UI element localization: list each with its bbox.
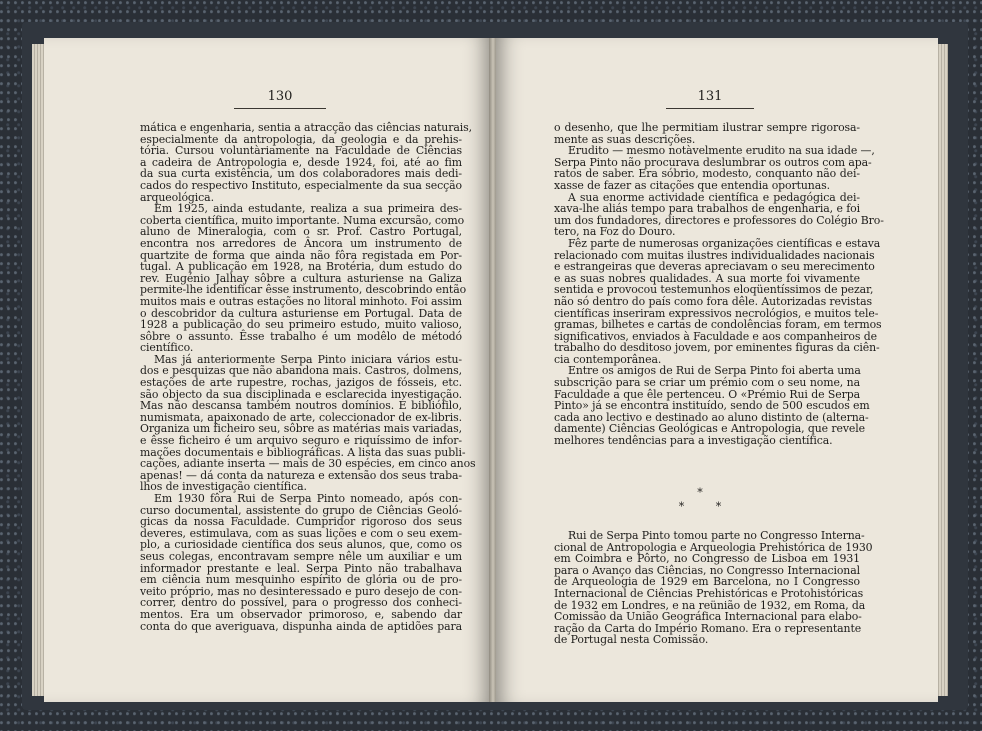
text-line: mações documentais e bibliográficas. A lista das suas publi-	[140, 445, 466, 459]
text-line: relacionado com muitas ilustres individualidades nacionais	[554, 248, 875, 262]
text-line: coberta científica, muito importante. Numa excursão, como	[140, 213, 465, 227]
text-line: rev. Eugénio Jalhay sôbre a cultura asturiense na Galiza	[140, 271, 462, 285]
text-line: e estrangeiras que deveras apreciavam o seu merecimento	[554, 260, 875, 274]
text-line: cada ano lectivo e destinado ao aluno distinto de (alterna-	[554, 410, 869, 424]
header-rule-right	[666, 108, 754, 109]
page-number-left: 130	[267, 89, 293, 104]
text-line: deveres, estimulava, com as suas lições e com o seu exem-	[140, 526, 462, 540]
right-page	[496, 38, 938, 702]
left-page-text	[140, 121, 476, 633]
text-line: quartzite de forma que ainda não fôra registada em Por-	[140, 248, 462, 262]
page-edges-left	[32, 44, 44, 696]
text-line: mente as suas descrições.	[554, 132, 696, 146]
text-line: curso documental, assistente do grupo de Ciências Geoló-	[140, 503, 462, 517]
text-line: conta do que averiguava, dispunha ainda de aptidões para	[140, 619, 462, 633]
text-line: plo, a curiosidade científica dos seus alunos, que, como os	[140, 538, 462, 552]
text-line: muitos mais e outras estações no litoral minhoto. Foi assim	[140, 294, 462, 308]
text-line: estações de arte rupestre, rochas, jazigos de fósseis, etc.	[140, 376, 462, 390]
text-line: Mas já anteriormente Serpa Pinto iniciara vários estu-	[154, 352, 462, 366]
text-line: informador prestante e leal. Serpa Pinto não trabalhava	[140, 561, 462, 575]
text-line: correr, dentro do possível, para o progresso dos conheci-	[140, 596, 462, 610]
text-line: arqueológica.	[140, 190, 214, 204]
text-line: melhores tendências para a investigação científica.	[554, 434, 833, 448]
text-line: de Arqueologia de 1929 em Barcelona, no I Congresso	[554, 575, 860, 589]
text-line: dos e pesquizas que não abandona mais. Castros, dolmens,	[140, 364, 462, 378]
text-line: trabalho do desditoso jovem, por eminentes figuras da ciên-	[554, 341, 880, 355]
text-line: Faculdade a que êle pertenceu. O «Prémio Rui de Serpa	[554, 387, 860, 401]
text-line: Em 1925, ainda estudante, realiza a sua primeira des-	[154, 202, 462, 216]
text-line: cações, adiante inserta — mais de 30 espécies, em cinco anos	[140, 457, 476, 471]
text-line: mentos. Era um observador primoroso, e, sabendo dar	[140, 607, 462, 621]
text-line: aluno de Mineralogia, com o sr. Prof. Castro Portugal,	[140, 225, 462, 239]
page-edges-right	[938, 44, 948, 696]
text-line: Rui de Serpa Pinto tomou parte no Congresso Interna-	[568, 529, 865, 542]
text-line: para o Avanço das Ciências, no Congresso Internacional	[554, 563, 860, 577]
page-number-right: 131	[697, 89, 723, 104]
section-separator-top: *	[697, 486, 717, 499]
header-rule-left	[234, 108, 326, 109]
text-line: o desenho, que lhe permitiam ilustrar sempre rigorosa-	[554, 121, 860, 134]
text-line: 1928 a publicação do seu primeiro estudo, muito valioso,	[140, 318, 462, 332]
text-line: sentida e provocou testemunhos eloqüentíssimos de pezar,	[554, 283, 874, 297]
text-line: cional de Antropologia e Arqueologia Prehistórica de 1930	[554, 540, 873, 554]
text-line: e as suas nobres qualidades. A sua morte foi vivamente	[554, 271, 860, 285]
text-line: tugal. A publicação em 1928, na Brotéria, dum estudo do	[140, 260, 462, 274]
text-line: Mas não descansa também noutros domínios. É bibliófilo,	[140, 399, 462, 413]
text-line: Pinto» já se encontra instituído, sendo de 500 escudos em	[554, 399, 870, 413]
text-line: não só dentro do país como fora dêle. Autorizadas revistas	[554, 294, 872, 308]
text-line: em Coimbra e Pôrto, no Congresso de Lisboa em 1931	[554, 552, 860, 566]
text-line: subscrição para se criar um prémio com o seu nome, na	[554, 376, 860, 390]
section-separator-bottom: * *	[678, 500, 736, 513]
text-line: e êsse ficheiro é um arquivo seguro e riquíssimo de infor-	[140, 434, 462, 448]
text-line: significativos, enviados à Faculdade e aos companheiros de	[554, 329, 877, 343]
text-line: permite-lhe identificar êsse instrumento, descobrindo então	[140, 283, 467, 297]
text-line: um dos fundadores, directores e professores do Colégio Bro-	[554, 213, 884, 227]
text-line: xasse de fazer as citações que entendia oportunas.	[554, 178, 830, 192]
text-line: em ciência num mesquinho espírito de glória ou de pro-	[140, 573, 462, 587]
text-line: numismata, apaixonado de arte, coleccionador de ex-libris.	[140, 410, 462, 424]
text-line: lhos de investigação científica.	[140, 480, 307, 494]
text-line: veito próprio, mas no desinteressado e puro desejo de con-	[140, 584, 462, 598]
text-line: Serpa Pinto não procurava deslumbrar os outros com apa-	[554, 155, 872, 169]
text-line: Comissão da União Geográfica Internacional para elabo-	[554, 610, 862, 624]
text-line: de Portugal nesta Comissão.	[554, 633, 709, 647]
text-line: sôbre o assunto. Êsse trabalho é um modêlo de métodó	[140, 329, 462, 343]
right-page-text-section-2	[554, 529, 873, 647]
left-page	[44, 38, 490, 702]
text-line: xava-lhe aliás tempo para trabalhos de engenharia, e foi	[554, 202, 860, 216]
text-line: são objecto da sua disciplinada e esclarecida investigação.	[140, 387, 462, 401]
text-line: Fêz parte de numerosas organizações científicas e estava	[568, 236, 881, 250]
text-line: apenas! — dá conta da natureza e extensão dos seus traba-	[140, 468, 462, 482]
text-line: Em 1930 fôra Rui de Serpa Pinto nomeado, após con-	[154, 492, 462, 505]
text-line: científicas inseriram expressivos necrológios, e muitos tele-	[554, 306, 879, 320]
text-line: damente) Ciências Geológicas e Antropologia, que revele	[554, 422, 865, 436]
text-line: o descobridor da cultura asturiense em Portugal. Data de	[140, 306, 462, 320]
text-line: especialmente da antropologia, da geologia e da prehis-	[140, 132, 462, 146]
text-line: A sua enorme actividade científica e pedagógica dei-	[568, 190, 860, 204]
text-line: Internacional de Ciências Prehistóricas e Protohistóricas	[554, 586, 864, 600]
text-line: seus colegas, encontravam sempre nêle um auxiliar e um	[140, 549, 462, 563]
text-line: Entre os amigos de Rui de Serpa Pinto foi aberta uma	[568, 364, 861, 378]
text-line: tória. Cursou voluntàriamente na Faculdade de Ciências	[140, 144, 462, 158]
text-line: encontra nos arredores de Âncora um instrumento de	[140, 236, 462, 250]
text-line: ração da Carta do Império Romano. Era o representante	[554, 621, 862, 635]
text-line: Organiza um ficheiro seu, sôbre as matérias mais variadas,	[140, 422, 462, 436]
text-line: gicas da nossa Faculdade. Cumpridor rigoroso dos seus	[140, 515, 462, 529]
text-line: da sua curta existência, um dos colaboradores mais dedi-	[140, 167, 462, 181]
right-page-text	[554, 121, 884, 448]
text-line: ratos de saber. Era sóbrio, modesto, conquanto não dei-	[554, 167, 860, 181]
text-line: tero, na Foz do Douro.	[554, 225, 676, 239]
text-line: científico.	[140, 341, 194, 355]
text-line: Erudito — mesmo notàvelmente erudito na sua idade —,	[568, 144, 875, 158]
text-line: a cadeira de Antropologia e, desde 1924, foi, até ao fim	[140, 155, 462, 169]
text-line: gramas, bilhetes e cartas de condolências foram, em termos	[554, 318, 882, 332]
text-line: de 1932 em Londres, e na reünião de 1932, em Roma, da	[554, 598, 866, 612]
text-line: cia contemporânea.	[554, 352, 662, 366]
text-line: cados do respectivo Instituto, especialmente da sua secção	[140, 178, 462, 192]
text-line: mática e engenharia, sentia a atracção das ciências naturais,	[140, 121, 472, 134]
